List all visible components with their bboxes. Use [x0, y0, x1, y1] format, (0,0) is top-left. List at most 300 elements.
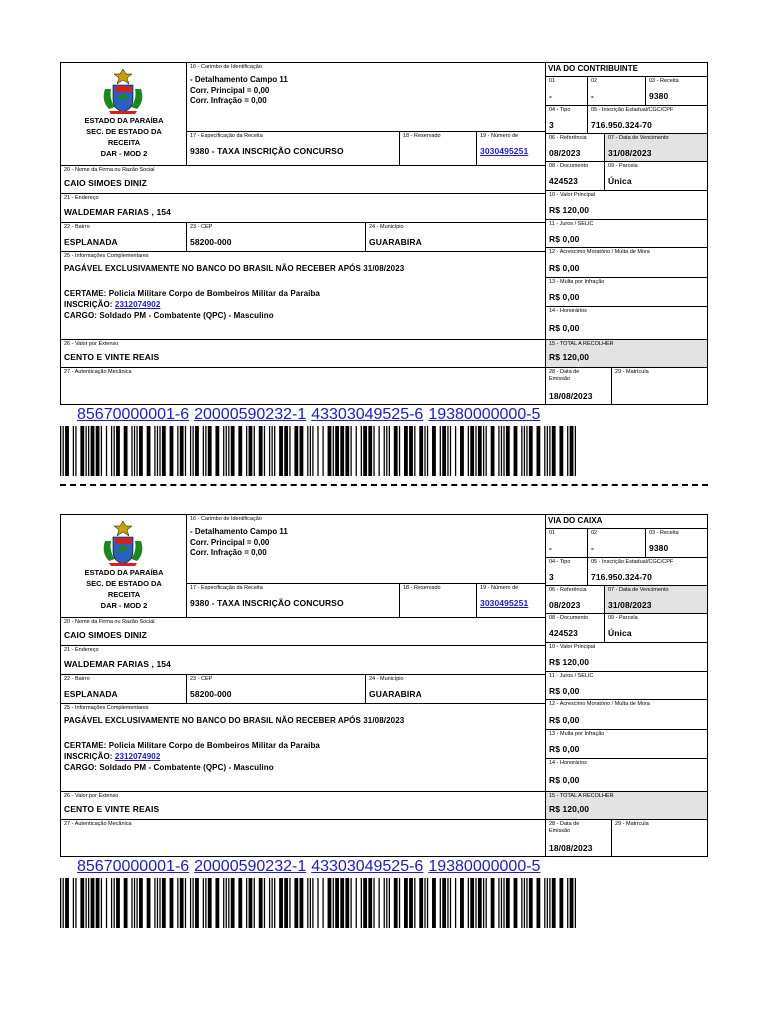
field-08-value: 424523	[549, 176, 578, 186]
field-14-label: 14 - Honorários	[549, 308, 587, 314]
barcode-bar	[312, 878, 313, 928]
barcode-bar	[394, 426, 398, 476]
barcode-bar	[193, 878, 194, 928]
barcode-bar	[379, 878, 380, 928]
barcode-bar	[447, 878, 448, 928]
barcode-bar	[552, 426, 556, 476]
field-12-value: R$ 0,00	[549, 715, 580, 725]
field-24	[365, 222, 546, 252]
barcode-bar	[404, 426, 408, 476]
field-06-label: 06 - Referência	[549, 587, 587, 593]
field-03	[645, 76, 708, 106]
field-13	[545, 729, 708, 759]
barcode-bar	[249, 426, 253, 476]
barcode-bar	[460, 426, 464, 476]
barcode-bar	[116, 878, 120, 928]
field-27-label: 27 - Autenticação Mecânica	[64, 821, 132, 827]
barcode-bar	[409, 426, 413, 476]
field-15-value: R$ 120,00	[549, 804, 590, 814]
digit-group[interactable]: 20000590232-1	[194, 406, 307, 423]
field-03-label: 03 - Receita	[649, 78, 679, 84]
barcode-bar	[88, 426, 89, 476]
barcode-bar	[96, 426, 100, 476]
field-01	[545, 528, 588, 558]
field-09-label: 09 - Parcela	[608, 615, 638, 621]
barcode-bar	[491, 426, 495, 476]
issuer-line-1: ESTADO DA PARAÍBA	[84, 568, 164, 577]
field-14	[545, 758, 708, 792]
field-18-label: 18 - Reservado	[403, 133, 441, 139]
field-01-label: 01	[549, 78, 556, 84]
barcode-bar	[478, 878, 482, 928]
issuer-line-4: DAR - MOD 2	[100, 149, 148, 158]
paraiba-crest-icon	[99, 519, 147, 567]
barcode-bar	[468, 878, 469, 928]
field-28	[545, 367, 612, 405]
field-24-label: 24 - Município	[369, 676, 404, 682]
barcode-bar	[399, 878, 400, 928]
field-19-link[interactable]: 3030495251	[480, 146, 529, 156]
barcode-bar	[139, 878, 143, 928]
barcode-bar	[215, 878, 219, 928]
barcode-bar	[205, 426, 206, 476]
barcode-bar	[501, 878, 502, 928]
digit-group[interactable]: 20000590232-1	[194, 858, 307, 875]
barcode-bar	[231, 878, 235, 928]
barcode-bar	[134, 878, 135, 928]
barcode-bar	[491, 878, 495, 928]
field-19-label: 19 - Número de	[480, 133, 519, 139]
field-02-label: 02	[591, 78, 598, 84]
field-10-value: R$ 120,00	[549, 657, 590, 667]
issuer-line-1: ESTADO DA PARAÍBA	[84, 116, 164, 125]
via-title: VIA DO CONTRIBUINTE	[548, 64, 638, 73]
barcode-bar	[345, 426, 349, 476]
barcode-bar	[427, 878, 428, 928]
barcode-bar	[521, 426, 522, 476]
field-02	[587, 76, 646, 106]
field-16-line-2: Corr. Principal = 0,00	[190, 537, 270, 547]
field-16-label: 16 - Carimbo de Identificação	[190, 64, 262, 70]
barcode-bar	[80, 878, 84, 928]
field-19-label: 19 - Número de	[480, 585, 519, 591]
barcode-bar	[259, 878, 263, 928]
barcode-bar	[226, 878, 227, 928]
barcode-bar	[575, 878, 576, 928]
field-22-label: 22 - Bairro	[64, 224, 90, 230]
barcode-bar	[254, 426, 255, 476]
field-15	[545, 791, 708, 820]
field-13-label: 13 - Multa por Infração	[549, 731, 605, 737]
field-04-label: 04 - Tipo	[549, 559, 571, 565]
barcode-bar	[154, 878, 155, 928]
field-25-inscricao-link[interactable]: 2312074902	[114, 300, 161, 309]
field-26	[60, 339, 546, 368]
barcode-bar	[300, 878, 304, 928]
barcode-bar	[552, 878, 556, 928]
barcode-bar	[259, 426, 263, 476]
barcode-bar	[317, 878, 318, 928]
field-14-value: R$ 0,00	[549, 323, 580, 333]
field-17-value: 9380 - TAXA INSCRIÇÃO CONCURSO	[190, 146, 344, 156]
field-24-value: GUARABIRA	[369, 237, 422, 247]
field-05-value: 716.950.324-70	[591, 572, 652, 582]
field-12	[545, 247, 708, 278]
field-20-label: 20 - Nome da Firma ou Razão Social	[64, 167, 155, 173]
digit-group[interactable]: 43303049525-6	[311, 406, 424, 423]
barcode-bar	[147, 878, 151, 928]
barcode-bar	[544, 878, 545, 928]
field-19-link[interactable]: 3030495251	[480, 598, 529, 608]
barcode-bar	[91, 878, 95, 928]
field-21-value: WALDEMAR FARIAS , 154	[64, 207, 171, 217]
field-04	[545, 105, 588, 134]
barcode-bar	[379, 426, 380, 476]
barcode-bar	[524, 878, 525, 928]
cut-line	[60, 484, 708, 486]
field-18	[399, 583, 477, 618]
field-25-inscricao-label: INSCRIÇÃO:	[64, 300, 113, 309]
barcode-bar	[177, 878, 178, 928]
barcode-bar	[450, 878, 451, 928]
barcode-bar	[289, 426, 290, 476]
barcode-bar	[159, 426, 160, 476]
dar-slip-2	[60, 514, 708, 853]
field-18	[399, 131, 477, 166]
barcode-bar	[529, 426, 533, 476]
field-17	[186, 583, 400, 618]
barcode-bar	[228, 426, 229, 476]
barcode-bar	[373, 426, 374, 476]
field-07	[604, 133, 708, 162]
barcode-bar	[432, 878, 436, 928]
field-24	[365, 674, 546, 704]
barcode-bar	[498, 878, 499, 928]
barcode-bar	[424, 426, 425, 476]
barcode-bar	[269, 426, 270, 476]
field-12	[545, 699, 708, 730]
barcode-bar	[559, 426, 563, 476]
field-15	[545, 339, 708, 368]
field-16	[186, 62, 546, 132]
barcode-bar	[246, 426, 247, 476]
barcode-bar	[274, 426, 275, 476]
field-03-label: 03 - Receita	[649, 530, 679, 536]
field-13-value: R$ 0,00	[549, 292, 580, 302]
barcode-bar	[361, 878, 362, 928]
field-26-label: 26 - Valor por Extenso	[64, 793, 119, 799]
field-09-label: 09 - Parcela	[608, 163, 638, 169]
barcode-bar	[386, 878, 387, 928]
barcode-bar	[470, 878, 474, 928]
field-20-label: 20 - Nome da Firma ou Razão Social	[64, 619, 155, 625]
barcode-bar	[409, 878, 413, 928]
barcode-bar	[414, 878, 415, 928]
field-17-value: 9380 - TAXA INSCRIÇÃO CONCURSO	[190, 598, 344, 608]
barcode-bar	[363, 426, 367, 476]
field-04-value: 3	[549, 120, 554, 130]
barcode-bar	[368, 878, 372, 928]
field-28-label-1: 28 - Data de	[549, 369, 580, 375]
barcode-bar	[549, 426, 550, 476]
barcode-bar	[170, 426, 174, 476]
barcode-bar	[486, 426, 487, 476]
field-19	[476, 583, 546, 618]
barcode-bar	[340, 878, 344, 928]
barcode-bar	[547, 878, 548, 928]
barcode-bar	[455, 878, 456, 928]
field-03-value: 9380	[649, 543, 669, 553]
field-09	[604, 613, 708, 643]
field-16-line-1: - Detalhamento Campo 11	[190, 527, 288, 536]
dar-slip-1	[60, 62, 708, 401]
field-20-value: CAIO SIMOES DINIZ	[64, 630, 147, 640]
barcode-bar	[124, 426, 128, 476]
barcode-bar	[249, 878, 253, 928]
field-26-value: CENTO E VINTE REAIS	[64, 804, 160, 814]
digit-group[interactable]: 19380000000-5	[428, 406, 541, 423]
barcode-bar	[238, 426, 242, 476]
digit-group[interactable]: 85670000001-6	[77, 858, 190, 875]
field-13-value: R$ 0,00	[549, 744, 580, 754]
barcode-bar	[307, 426, 308, 476]
field-16-line-1: - Detalhamento Campo 11	[190, 75, 288, 84]
field-25-notice: PAGÁVEL EXCLUSIVAMENTE NO BANCO DO BRASIL NÃO RECEBER APÓS 31/08/2023	[64, 264, 405, 273]
barcode-bar	[537, 878, 541, 928]
barcode-bar	[317, 426, 318, 476]
barcode-bar	[190, 878, 191, 928]
field-08	[545, 161, 605, 191]
barcode-bar	[567, 878, 568, 928]
field-01-value: -	[549, 543, 552, 553]
barcode-bar	[264, 426, 265, 476]
field-01-label: 01	[549, 530, 556, 536]
field-05-value: 716.950.324-70	[591, 120, 652, 130]
barcode-bar	[498, 426, 499, 476]
field-19	[476, 131, 546, 166]
barcode-bar	[116, 426, 120, 476]
field-07	[604, 585, 708, 614]
field-28-label-2: Emissão	[549, 376, 571, 382]
barcode-bar	[272, 426, 273, 476]
field-25-label: 25 - Informações Complementares	[64, 253, 149, 259]
field-11	[545, 219, 708, 248]
field-05	[587, 105, 708, 134]
field-08-label: 08 - Documento	[549, 163, 589, 169]
barcode	[60, 878, 576, 928]
field-25	[60, 251, 546, 340]
paraiba-crest-icon	[99, 67, 147, 115]
barcode-bar	[131, 426, 132, 476]
barcode-bar	[223, 426, 224, 476]
barcode-bar	[106, 426, 107, 476]
field-23-value: 58200-000	[190, 237, 232, 247]
barcode-bar	[506, 878, 510, 928]
barcode-bar	[521, 878, 522, 928]
field-16	[186, 514, 546, 584]
field-25-cargo: CARGO: Soldado PM - Combatente (QPC) - Masculino	[64, 311, 274, 320]
barcode-bar	[228, 878, 229, 928]
barcode-bar	[389, 426, 390, 476]
barcode-bar	[419, 426, 423, 476]
barcode-bar	[356, 878, 357, 928]
barcode-bar	[272, 878, 273, 928]
barcode-bar	[363, 878, 367, 928]
field-07-value: 31/08/2023	[608, 600, 652, 610]
field-18-label: 18 - Reservado	[403, 585, 441, 591]
barcode-bar	[475, 426, 476, 476]
barcode-bar	[501, 426, 502, 476]
digit-group[interactable]: 85670000001-6	[77, 406, 190, 423]
barcode-bar	[386, 426, 387, 476]
barcode-bar	[238, 878, 242, 928]
issuer-line-4: DAR - MOD 2	[100, 601, 148, 610]
field-12-label: 12 - Acrescimo Moratório / Multa de Mora	[549, 249, 650, 255]
issuer-line-2: SEC. DE ESTADO DA	[86, 127, 162, 136]
barcode-bar	[486, 878, 487, 928]
barcode-bar	[208, 426, 212, 476]
field-22-label: 22 - Bairro	[64, 676, 90, 682]
field-07-label: 07 - Data de Vencimento	[608, 135, 669, 141]
barcode-bar	[85, 426, 86, 476]
barcode-bar	[307, 878, 308, 928]
barcode-bar	[567, 426, 568, 476]
barcode-bar	[570, 426, 574, 476]
barcode-bar	[549, 878, 550, 928]
barcode-bar	[111, 426, 112, 476]
barcode-bar	[114, 426, 115, 476]
barcode-bar	[284, 878, 288, 928]
field-07-label: 07 - Data de Vencimento	[608, 587, 669, 593]
field-10	[545, 642, 708, 672]
field-25-certame: CERTAME: Policia Militare Corpo de Bombeiros Militar da Paraiba	[64, 741, 320, 750]
barcode-bar	[85, 878, 86, 928]
barcode-bar	[312, 426, 313, 476]
barcode-bar	[134, 426, 135, 476]
barcode-bar	[195, 426, 199, 476]
barcode-bar	[73, 878, 74, 928]
field-12-value: R$ 0,00	[549, 263, 580, 273]
barcode-bar	[264, 878, 265, 928]
field-26-label: 26 - Valor por Extenso	[64, 341, 119, 347]
barcode-bar	[440, 426, 441, 476]
barcode-bar	[575, 426, 576, 476]
barcode-bar	[475, 878, 476, 928]
barcode-bar	[470, 426, 474, 476]
issuer-line-3: RECEITA	[107, 138, 141, 147]
barcode-bar	[131, 878, 132, 928]
field-25-notice: PAGÁVEL EXCLUSIVAMENTE NO BANCO DO BRASIL NÃO RECEBER APÓS 31/08/2023	[64, 716, 405, 725]
barcode-bar	[350, 426, 351, 476]
barcode-bar	[63, 426, 64, 476]
field-17	[186, 131, 400, 166]
field-10	[545, 190, 708, 220]
barcode-bar	[460, 878, 464, 928]
barcode-bar	[328, 878, 332, 928]
barcode-bar	[63, 878, 64, 928]
field-25-cargo: CARGO: Soldado PM - Combatente (QPC) - Masculino	[64, 763, 274, 772]
field-23-label: 23 - CEP	[190, 224, 213, 230]
barcode-bar	[269, 878, 270, 928]
barcode-bar	[333, 878, 334, 928]
field-27-label: 27 - Autenticação Mecânica	[64, 369, 132, 375]
field-16-line-2: Corr. Principal = 0,00	[190, 85, 270, 95]
barcode-bar	[147, 426, 151, 476]
barcode-bar	[223, 878, 224, 928]
barcode-bar	[514, 426, 518, 476]
barcode-bar	[345, 878, 349, 928]
barcode-bar	[442, 426, 446, 476]
field-25	[60, 703, 546, 792]
barcode-bar	[529, 878, 533, 928]
barcode-bar	[524, 426, 525, 476]
barcode-bar	[432, 426, 436, 476]
barcode-bar	[483, 426, 484, 476]
barcode-bar	[185, 878, 186, 928]
barcode-bar	[526, 426, 527, 476]
barcode-bar	[177, 426, 178, 476]
digit-group[interactable]: 19380000000-5	[428, 858, 541, 875]
field-20	[60, 617, 546, 646]
barcode-bar	[231, 426, 235, 476]
field-08-value: 424523	[549, 628, 578, 638]
field-21-label: 21 - Endereço	[64, 195, 99, 201]
field-01	[545, 76, 588, 106]
digitable-line	[77, 406, 545, 424]
digitable-line	[77, 858, 545, 876]
field-14	[545, 306, 708, 340]
field-02	[587, 528, 646, 558]
barcode-bar	[335, 878, 339, 928]
barcode-bar	[356, 426, 357, 476]
field-11-label: 11 - Juros / SELIC	[549, 673, 594, 679]
barcode-bar	[399, 426, 400, 476]
field-06-label: 06 - Referência	[549, 135, 587, 141]
barcode-bar	[547, 426, 548, 476]
field-05-label: 05 - Inscrição Estadual/CGC/CPF	[591, 107, 674, 113]
field-07-value: 31/08/2023	[608, 148, 652, 158]
issuer-block	[60, 514, 187, 618]
barcode-bar	[60, 878, 61, 928]
barcode-bar	[322, 878, 323, 928]
field-22-value: ESPLANADA	[64, 689, 118, 699]
field-25-inscricao-link[interactable]: 2312074902	[114, 752, 161, 761]
barcode-bar	[483, 878, 484, 928]
field-16-label: 16 - Carimbo de Identificação	[190, 516, 262, 522]
field-20-value: CAIO SIMOES DINIZ	[64, 178, 147, 188]
field-09-value: Única	[608, 176, 632, 186]
barcode-bar	[537, 426, 541, 476]
digit-group[interactable]: 43303049525-6	[311, 858, 424, 875]
barcode-bar	[274, 878, 275, 928]
field-05-label: 05 - Inscrição Estadual/CGC/CPF	[591, 559, 674, 565]
field-17-label: 17 - Especificação da Receita	[190, 585, 263, 591]
barcode-bar	[526, 878, 527, 928]
field-21	[60, 193, 546, 223]
field-16-line-3: Corr. Infração = 0,00	[190, 96, 267, 105]
barcode-bar	[361, 426, 362, 476]
barcode-bar	[203, 878, 204, 928]
field-16-line-3: Corr. Infração = 0,00	[190, 548, 267, 557]
field-23	[186, 674, 366, 704]
field-06	[545, 133, 605, 162]
barcode-bar	[205, 878, 206, 928]
barcode-bar	[284, 426, 288, 476]
barcode-bar	[136, 878, 137, 928]
field-12-label: 12 - Acrescimo Moratório / Multa de Mora	[549, 701, 650, 707]
barcode	[60, 426, 576, 476]
barcode-bar	[185, 426, 186, 476]
